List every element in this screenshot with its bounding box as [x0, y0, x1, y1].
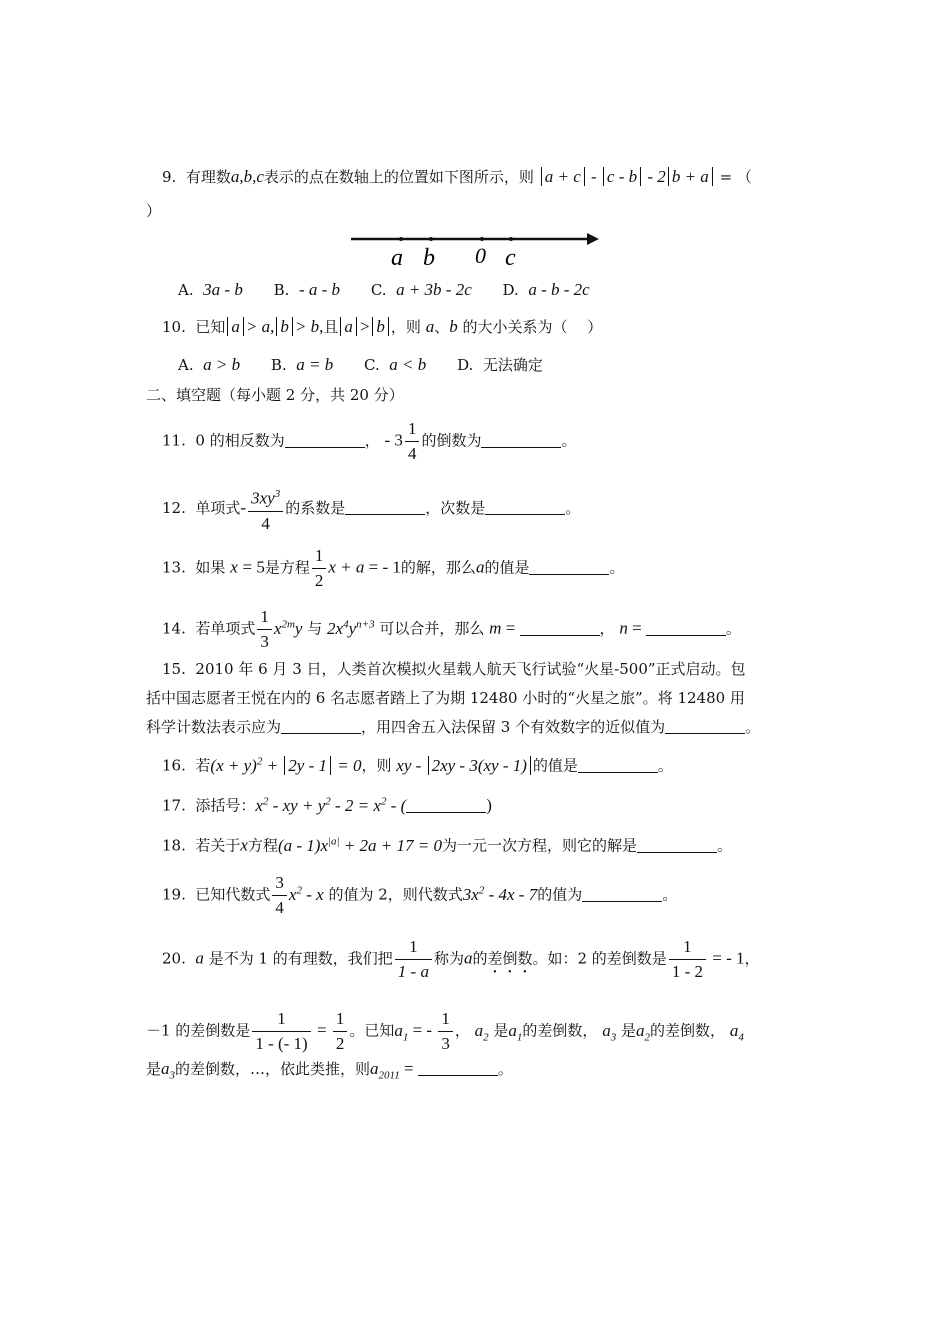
q11-line: 11. 0 的相反数为 ， - 3 $\frac{1}{4}$ 的倒数为 。 [162, 419, 577, 463]
q15-line1: 15. 2010 年 6 月 3 日，人类首次模拟火星载人航天飞行试验“火星-500”正式启动。包 [162, 660, 746, 678]
q9-text2: 表示的点在数轴上的位置如下图所示，则 [263, 168, 534, 186]
q9-option-b[interactable]: B. - a - b [273, 280, 341, 299]
q19-line: 19. 已知代数式 $\frac{3}{4}$ $x^2$ - x 的值为 2，则代数式$3x^2 - 4x - 7$的值为 。 [162, 873, 678, 917]
number-line-arrow [587, 233, 599, 245]
q10-line: 10. 已知 a > a, b > b,且 a > b ，则 a、b 的大小关系为（ ） [162, 317, 603, 336]
q10-option-a[interactable]: A. a > b [178, 355, 241, 374]
label-0: 0 [475, 243, 486, 268]
label-c: c [505, 245, 516, 271]
q15-blank-1[interactable] [281, 718, 361, 734]
q12-line: 12. 单项式- $\frac{3xy^3}{4}$ 的系数是 ，次数是 。 [162, 488, 581, 533]
q10-option-c[interactable]: C. a < b [364, 355, 427, 374]
q10-option-b[interactable]: B. a = b [270, 355, 334, 374]
q20-line1: 20. a 是不为 1 的有理数，我们把 $\frac{1}{1 - a}$ 称为a的差倒数。如：2 的差倒数是 $\frac{1}{1 - 2}$ = - 1， [162, 937, 760, 981]
q9-options [178, 279, 616, 301]
q20-blank[interactable] [418, 1060, 498, 1076]
q9-option-a[interactable]: A. 3a - b [178, 280, 243, 299]
q15-line2: 括中国志愿者王悦在内的 6 名志愿者踏上了为期 12480 小时的“火星之旅”。将 12480 用 [146, 689, 745, 707]
q14-blank-1[interactable] [520, 620, 600, 636]
q9-option-c[interactable]: C. a + 3b - 2c [370, 280, 472, 299]
q9-text: 有理数 [185, 168, 231, 186]
point-c [509, 237, 513, 241]
point-a [399, 237, 403, 241]
number-line-figure [345, 225, 605, 273]
q12-blank-2[interactable] [485, 499, 565, 515]
q9-line2 [146, 200, 161, 222]
q15-line3: 科学计数法表示应为 ，用四舍五入法保留 3 个有效数字的近似值为 。 [146, 718, 761, 736]
q20-line3: 是$a_3$的差倒数，…，依此类推，则$a_{2011}$ = 。 [146, 1059, 513, 1082]
label-a: a [391, 245, 403, 271]
dotted-term: 差倒数 [487, 949, 533, 968]
q9-line1 [162, 166, 752, 188]
q9-option-d[interactable]: D. a - b - 2c [502, 280, 590, 299]
q9-expression: a + c - c - b - 2 b + a [539, 167, 715, 186]
q15-blank-2[interactable] [665, 718, 745, 734]
q10-option-d[interactable]: D. 无法确定 [457, 356, 543, 374]
section-title: 二、填空题（每小题 2 分，共 20 分） [146, 386, 404, 404]
q9-vars: a,b,c [230, 167, 264, 186]
q9-close: ） [146, 202, 162, 220]
q13-line: 13. 如果 x = 5是方程 $\frac{1}{2}$ x + a = - 1的解，那么a的值是 。 [162, 546, 625, 590]
q16-line: 16. 若$(x + y)^2 + 2y - 1 = 0$，则 xy - 2xy - 3(xy - 1) 的值是 。 [162, 755, 673, 775]
q17-blank[interactable] [406, 797, 486, 813]
q18-blank[interactable] [637, 837, 717, 853]
q20-line2: －1 的差倒数是 $\frac{1}{1 - (- 1)}$ = $\frac{1}{2}$ 。已知$a_1$ = - $\frac{1}{3}$ ， $a_2$ 是$a_1$的差倒数， $a_3$ 是$a_2$的差倒数， $a_4$ [146, 1009, 744, 1053]
q16-blank[interactable] [578, 757, 658, 773]
q10-number: 10. [162, 318, 186, 336]
q18-line: 18. 若关于x方程$(a - 1)x^{|a|} + 2a + 17 = 0$为一元一次方程，则它的解是 。 [162, 835, 733, 855]
q11-blank-1[interactable] [285, 432, 365, 448]
q9-expr-prefix: = （ [719, 168, 752, 186]
q19-blank[interactable] [582, 886, 662, 902]
label-b: b [423, 245, 435, 271]
point-b [429, 237, 433, 241]
point-0 [480, 237, 484, 241]
q17-line: 17. 添括号：$x^2$ - xy + $y^2 - 2 = x^2$ - ( ) [162, 795, 492, 815]
q13-blank[interactable] [529, 559, 609, 575]
q14-line: 14. 若单项式 $\frac{1}{3}$ $x^{2m}y$ 与 $2x^4y^{n+3}$ 可以合并，那么 m = ， n = 。 [162, 607, 741, 651]
q11-blank-2[interactable] [481, 432, 561, 448]
q14-blank-2[interactable] [646, 620, 726, 636]
q12-blank-1[interactable] [345, 499, 425, 515]
q10-options [178, 354, 569, 376]
q9-number: 9. [162, 168, 177, 186]
